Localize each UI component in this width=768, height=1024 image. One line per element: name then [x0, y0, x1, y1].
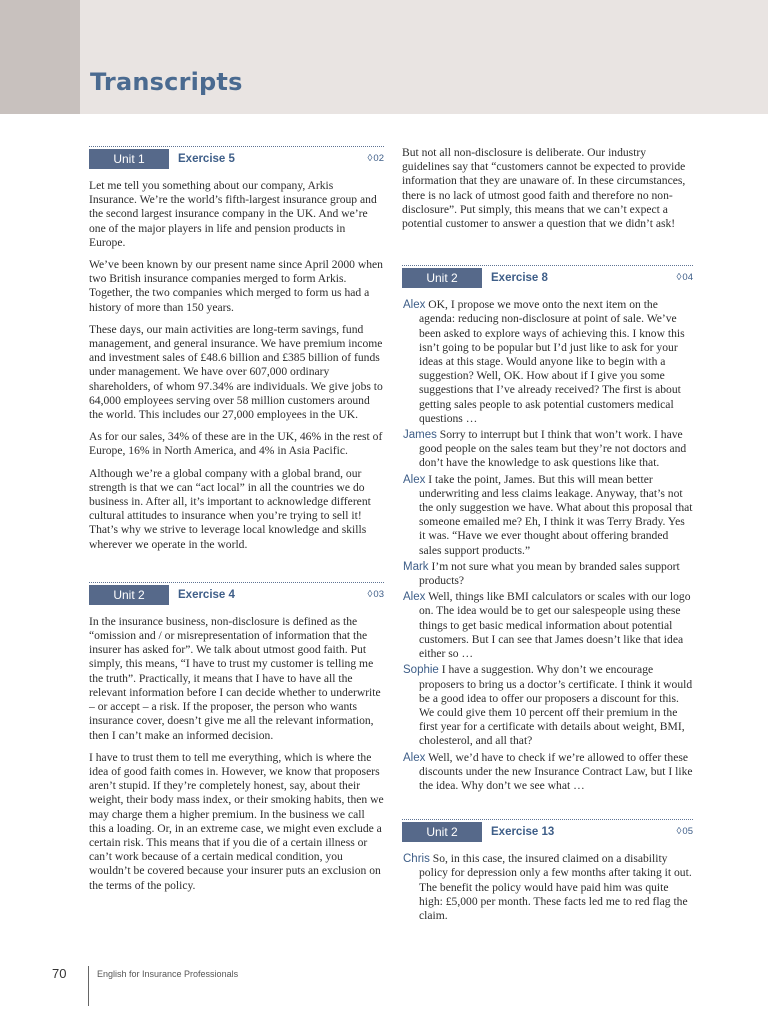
cd-audio-icon: ◊ [367, 153, 373, 164]
dialogue-line: Alex OK, I propose we move onto the next item on the agenda: reducing non-disclosure at point of sale. We’ve been asked to explore ways of achieving this. I know this isn’t going to be popular but I’d just like to ask for your ideas at this stage. Would anyone like to begin with a suggestion? Well, OK. How about if I give you some suggestions that I’ve already received? The first is about getting sales people to ask potential customers medical questions … [403, 298, 685, 425]
cd-audio-icon: ◊ [367, 588, 373, 600]
speaker-name: Sophie [403, 664, 439, 677]
track-number: ◊03 [367, 588, 384, 600]
left-column [89, 146, 384, 901]
paragraph: As for our sales, 34% of these are in the UK, 46% in the rest of Europe, 16% in North America, and 4% in Asia Pacific. [89, 430, 383, 458]
paragraph: I have to trust them to tell me everything, which is where the idea of good faith comes in. However, we know that proposers aren’t stupid. If they’re completely honest, say, about their weight, their body mass index, or their smoking habits, then we may charge them a higher premium. In the business we call this a loading. Or, in an extreme case, we might even exclude a certain risk. This means that if you die of a certain illness or can’t work because of a certain medical condition, you wouldn’t be covered because your insurer puts an exclusion on the terms of the policy. [89, 750, 384, 892]
exercise-label: Exercise 8 [491, 272, 548, 285]
speaker-name: Alex [403, 591, 426, 604]
speaker-name: Alex [403, 299, 426, 312]
right-column [402, 146, 693, 925]
dialogue-line: Sophie I have a suggestion. Why don’t we encourage proposers to bring us a doctor’s certificate. I think it would be a good idea to offer our proposers a discount for this. We could give them 10 percent off their premium in the first year for a certificate with details about weight, BMI, cholesterol, and all that? [403, 663, 693, 748]
paragraph: But not all non-disclosure is deliberate. Our industry guidelines say that “customers cannot be expected to provide information that they are unaware of. In these circumstances, there is no lack of utmost good faith and therefore no non-disclosure”. Put simply, this means that we can’t expect a potential customer to answer a question that we didn’t ask! [402, 146, 686, 231]
track-number: ◊05 [676, 826, 693, 838]
track-number: ◊02 [367, 153, 384, 164]
dialogue [402, 852, 693, 923]
cd-audio-icon: ◊ [676, 272, 682, 284]
paragraph: Although we’re a global company with a global brand, our strength is that we can “act local” in all the countries we do business in. After all, it’s important to acknowledge different cultural attitudes to insurance when you’re trying to sell it! That’s why we strive to leverage local knowledge and skills wherever we operate in the world. [89, 466, 371, 551]
dialogue-line: Chris So, in this case, the insured claimed on a disability policy for depression only a few months after taking it out. The benefit the policy would have paid him was quite high: £5,000 per month. These facts led me to red flag the claim. [403, 852, 692, 922]
footer-divider [88, 966, 89, 1006]
paragraph: In the insurance business, non-disclosure is defined as the “omission and / or misrepresentation of information that the insurer has asked for”. We talk about utmost good faith. Put simply, this means, “I have to trust my customer is telling me the truth”. Practically, it means that I have to have all the relevant information before I can decide whether to underwrite – or accept – a risk. If the proposer, the person who wants insurance cover, doesn’t give me all the relevant information, then I can’t make an informed decision. [89, 614, 381, 742]
exercise-label: Exercise 13 [491, 826, 555, 839]
section-header-unit2-ex8 [402, 265, 693, 288]
book-title: English for Insurance Professionals [97, 969, 239, 979]
exercise-label: Exercise 4 [178, 588, 235, 601]
paragraph: Let me tell you something about our company, Arkis Insurance. We’re the world’s fifth-largest insurance group and the second largest insurance company in the UK. And we’re one of the major players in life and pension products in Europe. [89, 179, 377, 249]
paragraph: We’ve been known by our present name since April 2000 when two British insurance companies merged to form Arkis. Together, the two companies which merged to form us had a history of more than 150 years. [89, 258, 383, 314]
speaker-name: Alex [403, 751, 426, 764]
unit-label: Unit 2 [402, 822, 482, 842]
speaker-name: Chris [403, 853, 430, 866]
dialogue-line: Alex Well, we’d have to check if we’re allowed to offer these discounts under the new Insurance Contract Law, but I like the idea. Why don’t we see what … [403, 750, 693, 792]
dialogue-line: Alex I take the point, James. But this will mean better underwriting and less claims leakage. Anyway, that’s not the only suggestion we have. What about this proposal that someone emailed me? Eh, I think it was Terry Brady. Yes it was. “Have we ever thought about offering branded sales support products.” [403, 472, 693, 557]
header-tab [0, 0, 80, 114]
track-number: ◊04 [676, 272, 693, 284]
section-header-unit2-ex13 [402, 819, 693, 842]
speaker-name: James [403, 429, 437, 442]
dialogue-line: Mark I’m not sure what you mean by branded sales support products? [403, 559, 680, 588]
dialogue-line: Alex Well, things like BMI calculators or scales with our logo on. The idea would be to get our salespeople using these things to get basic medical information about potential customers. But I can see that James doesn’t like that idea either so … [403, 590, 691, 661]
unit-label: Unit 2 [89, 585, 169, 605]
speaker-name: Mark [403, 560, 429, 573]
cd-audio-icon: ◊ [676, 826, 682, 838]
header-band [0, 0, 768, 114]
exercise-label: Exercise 5 [178, 153, 235, 165]
page-number: 70 [52, 966, 67, 981]
unit-label: Unit 2 [402, 268, 482, 288]
dialogue [402, 298, 693, 793]
page-title: Transcripts [90, 68, 243, 96]
dialogue-line: James Sorry to interrupt but I think that won’t work. I have good people on the sales team but they’re not doctors and don’t have the knowledge to ask questions like that. [403, 428, 687, 470]
section-header-unit1-ex5 [89, 146, 384, 169]
speaker-name: Alex [403, 473, 426, 486]
unit-label: Unit 1 [89, 149, 169, 169]
paragraph: These days, our main activities are long-term savings, fund management, and general insurance. We have premium income and investment sales of £48.6 billion and £385 billion of funds under management. We have over 607,000 ordinary shareholders, of whom 97.34% are individuals. We give jobs to 64,000 employees serving over 58 million customers around the world. This includes our 27,000 employees in the UK. [89, 322, 383, 422]
section-header-unit2-ex4 [89, 582, 384, 605]
